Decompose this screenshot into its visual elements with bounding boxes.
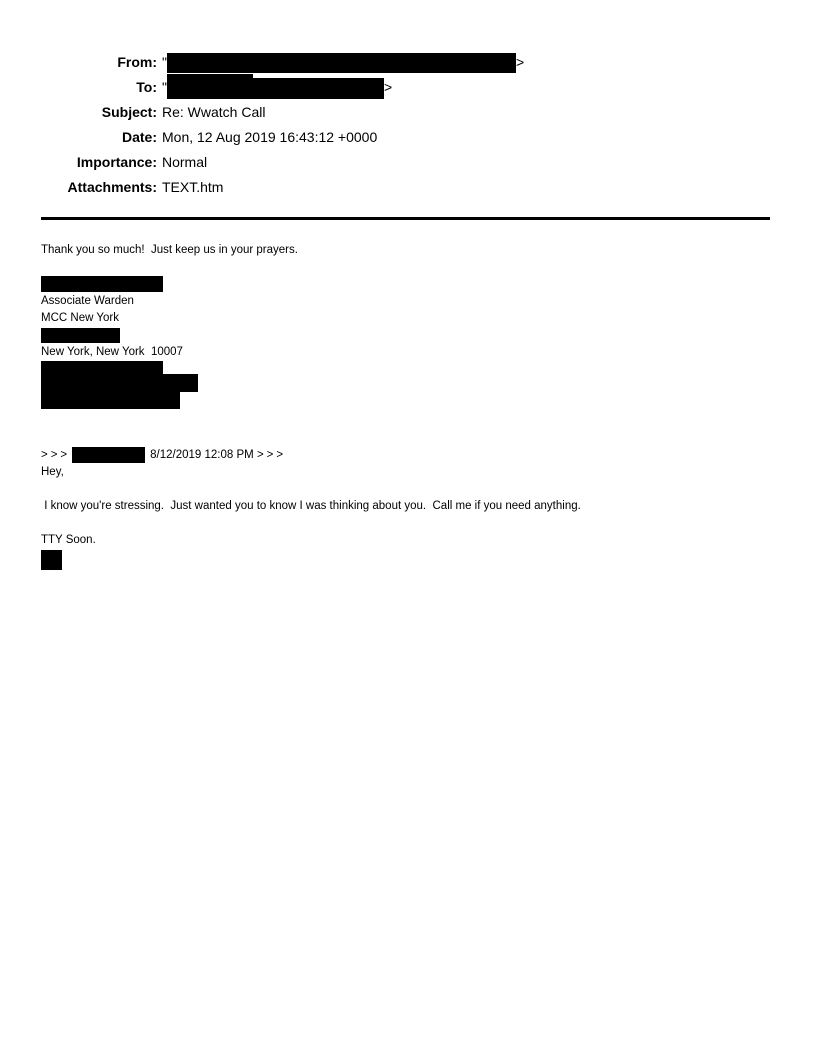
blank-line	[41, 426, 781, 443]
email-header	[41, 50, 776, 200]
to-value	[162, 75, 392, 100]
attachments-label: Attachments:	[67, 179, 157, 195]
blank-line	[41, 481, 781, 498]
from-redaction-bar	[167, 53, 516, 73]
redaction-block-row-2	[41, 374, 198, 392]
signature-name-redaction-bar	[41, 276, 163, 292]
quote-message: I know you're stressing. Just wanted you to know I was thinking about you. Call me if you need anything.	[41, 500, 581, 513]
date-label: Date:	[121, 129, 157, 145]
from-label: From:	[117, 54, 157, 70]
quote-sender-redaction-bar	[72, 447, 145, 463]
quoted-message-header	[41, 447, 781, 464]
redaction-block-row-3	[41, 392, 180, 409]
quote-suffix-chevrons: >>>	[256, 449, 287, 462]
to-open-quote: "	[162, 79, 167, 95]
header-row-attachments	[41, 175, 776, 200]
quote-prefix-chevrons: >>>	[41, 449, 71, 462]
header-row-date	[41, 125, 776, 150]
header-divider-rule	[41, 217, 770, 220]
attachment-filename: TEXT.htm	[162, 179, 224, 195]
quote-signature-redaction-square	[41, 550, 62, 570]
signature-org: MCC New York	[41, 312, 119, 324]
blank-line	[41, 409, 781, 426]
quote-closing: TTY Soon.	[41, 534, 96, 547]
quote-greeting: Hey,	[41, 466, 64, 479]
from-value	[162, 50, 524, 75]
contact-info-redaction-block	[41, 361, 781, 409]
to-close-bracket: >	[383, 79, 393, 95]
from-close-bracket: >	[515, 54, 525, 70]
to-redaction-bar	[167, 78, 384, 99]
redaction-wrap-notch	[167, 74, 253, 79]
header-row-subject	[41, 100, 776, 125]
signature-title: Associate Warden	[41, 295, 134, 307]
importance-label: Importance:	[76, 154, 157, 170]
signature-city-line: New York, New York 10007	[41, 346, 183, 358]
header-row-importance	[41, 150, 776, 175]
subject-label: Subject:	[101, 104, 157, 120]
header-row-from	[41, 50, 776, 75]
redaction-block-row-1	[41, 361, 163, 374]
email-body	[41, 242, 781, 570]
to-label: To:	[136, 79, 157, 95]
importance-value: Normal	[162, 154, 208, 170]
header-row-to	[41, 75, 776, 100]
thanks-line: Thank you so much! Just keep us in your prayers.	[41, 244, 298, 256]
date-value: Mon, 12 Aug 2019 16:43:12 +0000	[162, 129, 378, 145]
blank-line	[41, 259, 781, 276]
street-address-redaction-bar	[41, 328, 120, 343]
blank-line	[41, 515, 781, 532]
quote-datetime: 8/12/2019 12:08 PM	[150, 449, 254, 462]
from-open-quote: "	[162, 54, 167, 70]
subject-value: Re: Wwatch Call	[162, 104, 266, 120]
